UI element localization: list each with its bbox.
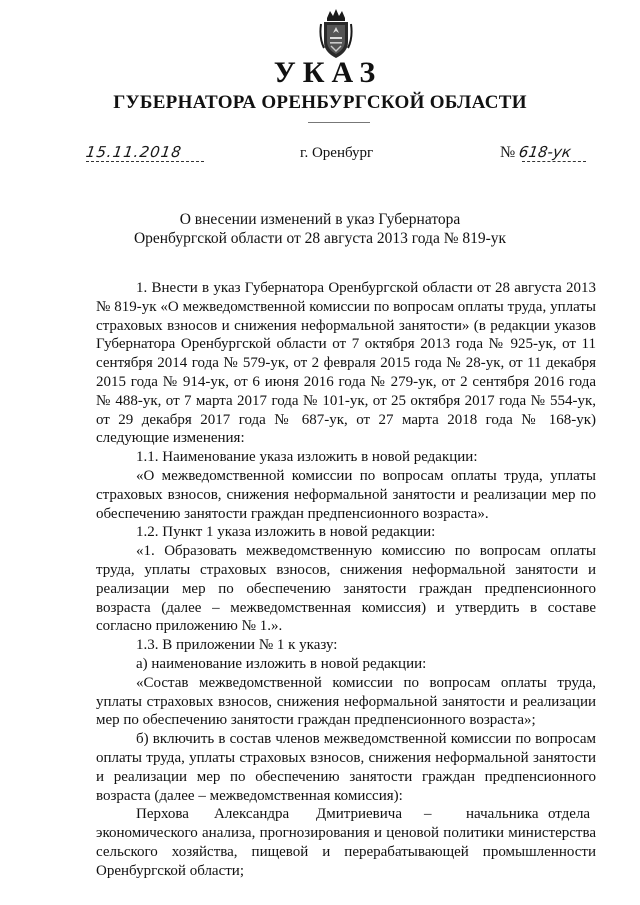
decree-date-value: 15.11.2018 [84,143,184,161]
member-role-start: начальника [466,806,539,823]
member-dash: – [424,806,432,823]
decree-number [500,143,592,163]
paragraph-1-1-text: «О межведомственной комиссии по вопросам оплаты труда, уплаты страховых взносов, снижения неформальной занятости и реализации мер по обеспечению занятости граждан предпенсионного возраста». [96,467,596,522]
paragraph-1-3-a-text: «Состав межведомственной комиссии по вопросам оплаты труда, уплаты страховых взносов, снижения неформальной занятости и реализации мер по обеспечению занятости граждан предпенсионного возраста»; [96,674,596,729]
member-entry [96,805,596,824]
paragraph-1-1: 1.1. Наименование указа изложить в новой редакции: [136,449,478,466]
decree-city: г. Оренбург [300,145,374,161]
paragraph-1-3: 1.3. В приложении № 1 к указу: [136,637,338,654]
heading-line-2: Оренбургской области от 28 августа 2013 года № 819-ук [133,230,507,247]
date-underline [86,161,204,162]
paragraph-1: 1. Внести в указ Губернатора Оренбургской области от 28 августа 2013 № 819-ук «О межведомственной комиссии по вопросам оплаты труда, уплаты страховых взносов и снижения неформальной занятости» (в редакции указов Губернатора Оренбургской области от 7 октября 2013 года № 925-ук, от 11 сентября 2014 года № 579-ук, от 2 февраля 2015 года № 28-ук, от 11 декабря 2015 года № 914-ук, от 6 июня 2016 года № 279-ук, от 2 сентября 2016 года № 488-ук, от 7 марта 2017 года № 101-ук, от 25 октября 2017 года № 554-ук, от 29 декабря 2017 года № 687-ук, от 27 марта 2018 года № 168-ук) следующие изменения: [96,280,596,447]
paragraph-1-2-text: «1. Образовать межведомственную комиссию по вопросам оплаты труда, уплаты страховых взносов, снижения неформальной занятости и реализации мер по обеспечению занятости граждан предпенсионного возраста (далее – межведомственная комиссия) и утвердить в составе согласно приложению № 1.». [96,543,596,635]
document-title: УКАЗ [273,56,383,89]
number-underline [522,161,586,162]
paragraph-1-3-b: б) включить в состав членов межведомственной комиссии по вопросам оплаты труда, уплаты страховых взносов, снижения неформальной занятости и реализации мер по обеспечению занятости граждан предпенсионного возраста (далее – межведомственная комиссия): [96,731,596,804]
member-patronymic: Дмитриевича [316,806,402,823]
member-role-description: экономического анализа, прогнозирования и ценовой политики министерства сельского хозяйства, пищевой и перерабатывающей промышленности Оренбургской области; [96,825,596,879]
member-name: Александра [214,806,290,823]
member-surname: Перхова [136,806,189,823]
document-subtitle: ГУБЕРНАТОРА ОРЕНБУРГСКОЙ ОБЛАСТИ [113,92,527,113]
number-sign: № [500,144,516,161]
document-body [96,279,596,881]
member-role-word: отдела [548,806,591,823]
document-heading [0,210,640,248]
decree-number-value: 618-ук [518,143,573,161]
heading-line-1: О внесении изменений в указ Губернатора [179,211,461,228]
title-divider [308,122,370,123]
decree-date [86,143,210,163]
orenburg-coat-of-arms-icon [318,8,354,60]
paragraph-1-3-a: а) наименование изложить в новой редакции: [136,655,427,672]
paragraph-1-2: 1.2. Пункт 1 указа изложить в новой редакции: [136,524,436,541]
